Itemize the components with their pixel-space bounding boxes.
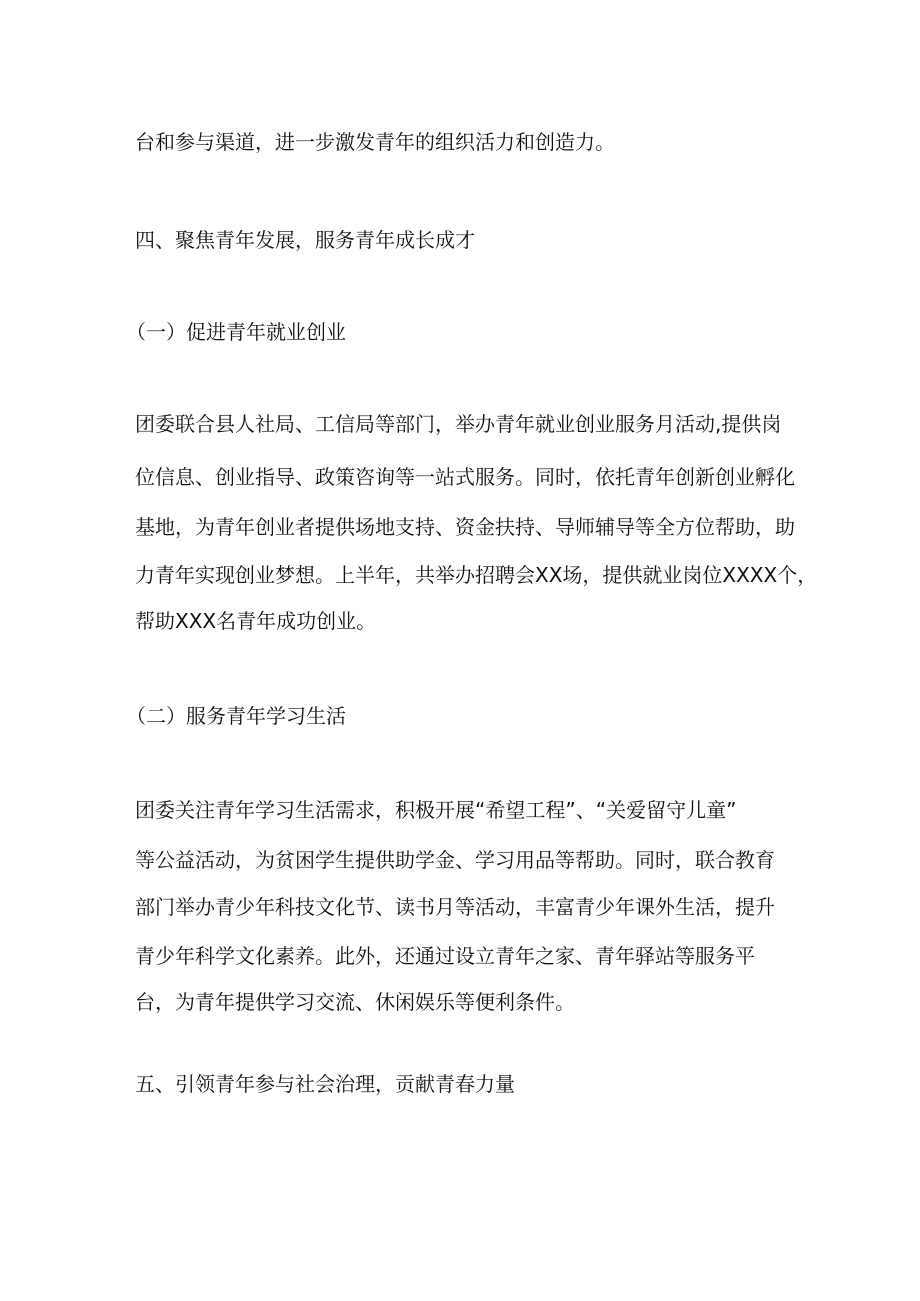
section-4-heading: 四、聚焦青年发展，服务青年成长成才: [135, 228, 475, 252]
subsection-1-heading: （一）促进青年就业创业: [126, 320, 346, 344]
subsection-2-line-1: 团委关注青年学习生活需求，积极开展“希望工程”、“关爱留守儿童”: [135, 798, 737, 822]
subsection-2-line-2: 等公益活动，为贫困学生提供助学金、学习用品等帮助。同时，联合教育: [135, 848, 775, 872]
subsection-1-line-4: 力青年实现创业梦想。上半年，共举办招聘会XX场，提供就业岗位XXXX个，: [135, 563, 818, 587]
continuation-paragraph: 台和参与渠道，进一步激发青年的组织活力和创造力。: [135, 130, 615, 154]
subsection-2-line-4: 青少年科学文化素养。此外，还通过设立青年之家、青年驿站等服务平: [135, 944, 755, 968]
subsection-1-line-2: 位信息、创业指导、政策咨询等一站式服务。同时，依托青年创新创业孵化: [135, 465, 795, 489]
section-5-heading: 五、引领青年参与社会治理，贡献青春力量: [135, 1072, 515, 1096]
subsection-2-heading: （二）服务青年学习生活: [126, 704, 346, 728]
subsection-2-line-3: 部门举办青少年科技文化节、读书月等活动，丰富青少年课外生活，提升: [135, 895, 775, 919]
subsection-1-line-5: 帮助XXX名青年成功创业。: [135, 609, 377, 633]
subsection-2-line-5: 台，为青年提供学习交流、休闲娱乐等便利条件。: [135, 990, 575, 1014]
subsection-1-line-3: 基地，为青年创业者提供场地支持、资金扶持、导师辅导等全方位帮助，助: [135, 515, 795, 539]
subsection-1-line-1: 团委联合县人社局、工信局等部门，举办青年就业创业服务月活动,提供岗: [135, 412, 782, 436]
